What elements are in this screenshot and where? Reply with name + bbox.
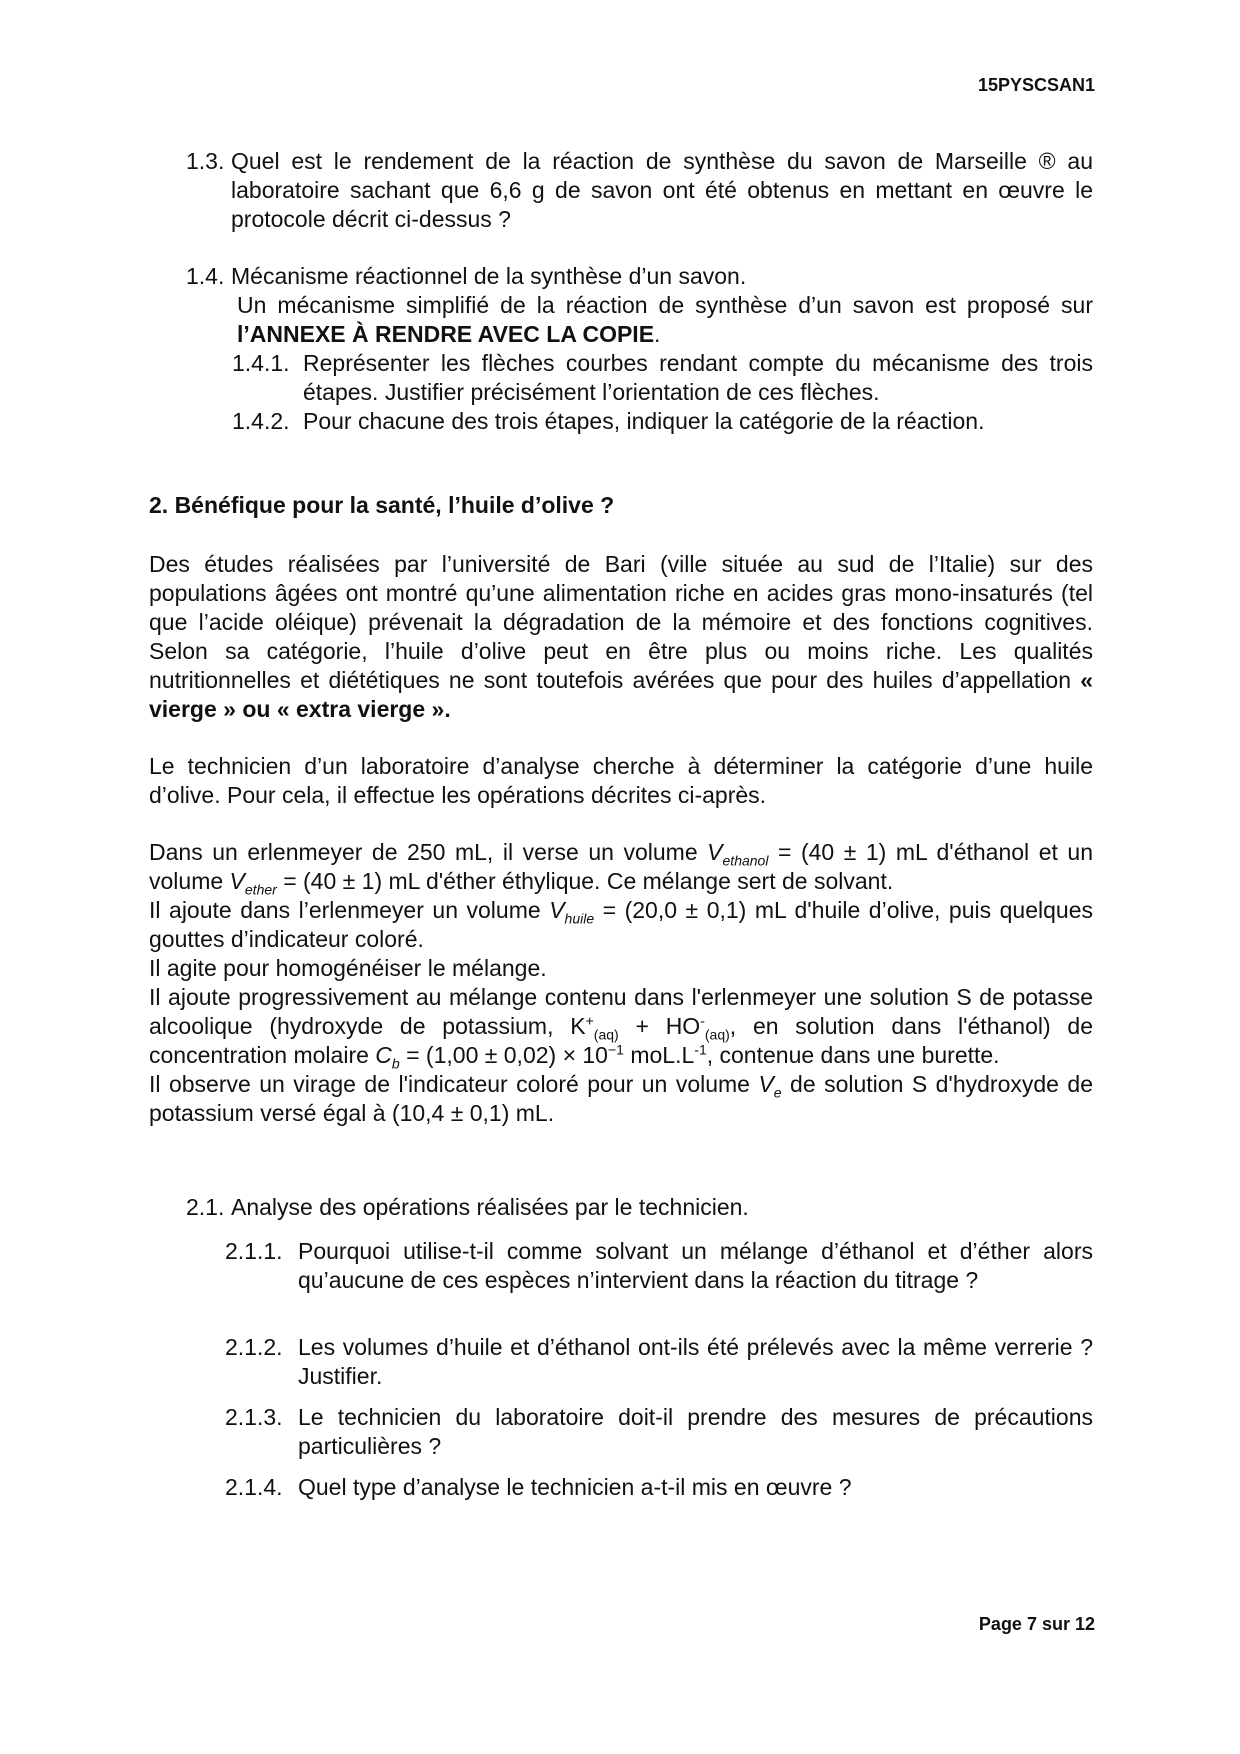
question-text: Quel est le rendement de la réaction de synthèse du savon de Marseille ® au laboratoire sachant que 6,6 g de savon ont été obtenus en mettant en œuvre le protocole décrit ci-dessus ? bbox=[231, 148, 1093, 232]
question-number: 2.1.2. bbox=[225, 1334, 283, 1360]
question-text: Représenter les flèches courbes rendant compte du mécanisme des trois étapes. Justifier précisément l’orientation de ces flèches. bbox=[303, 350, 1093, 405]
question-2-1 bbox=[186, 1193, 1093, 1222]
question-number: 2.1. bbox=[186, 1194, 225, 1220]
question-title: Mécanisme réactionnel de la synthèse d’un savon. bbox=[231, 263, 747, 289]
question-1-4-1 bbox=[232, 349, 1093, 407]
question-number: 2.1.3. bbox=[225, 1404, 283, 1430]
annex-reference: l’ANNEXE À RENDRE AVEC LA COPIE bbox=[237, 321, 655, 347]
question-number: 2.1.4. bbox=[225, 1474, 283, 1500]
question-2-1-3 bbox=[225, 1403, 1093, 1461]
question-1-4-2 bbox=[232, 407, 1093, 436]
question-2-1-2 bbox=[225, 1333, 1093, 1391]
document-code: 15PYSCSAN1 bbox=[977, 75, 1095, 95]
protocol-step: Il ajoute dans l’erlenmeyer un volume $V_{huile} = (20,0 \pm 0,1)$ mL d'huile d’olive, puis quelques gouttes d’indicateur coloré. bbox=[149, 897, 1093, 952]
question-number: 1.4.2. bbox=[232, 408, 290, 434]
paragraph-intro: Des études réalisées par l’université de Bari (ville située au sud de l’Italie) sur des populations âgées ont montré qu’une alimentation riche en acides gras mono-insaturés (tel que l’acide oléique) prévenait la dégradation de la mémoire et des fonctions cognitives. Selon sa catégorie, l’huile d’olive peut en être plus ou moins riche. Les qualités nutritionnelles et diététiques ne sont toutefois avérées que pour des huiles d’appellation « vierge » ou « extra vierge ». bbox=[149, 551, 1093, 722]
protocol-step: Il ajoute progressivement au mélange contenu dans l'erlenmeyer une solution S de potasse alcoolique (hydroxyde de potassium, $K^+_{(aq)} + HO^-_{(aq)}$, en solution dans l'éthanol) de concentration molaire $C_b = (1,00 \pm 0,02) \times 10^{-1}$ $moL.L^{-1}$, contenue dans une burette. bbox=[149, 984, 1093, 1072]
page-number: Page 7 sur 12 bbox=[978, 1614, 1095, 1634]
olive-oil-appellation: « vierge » ou « extra vierge ». bbox=[149, 667, 1093, 722]
question-text: Pour chacune des trois étapes, indiquer la catégorie de la réaction. bbox=[303, 408, 985, 434]
question-text: Les volumes d’huile et d’éthanol ont-ils été prélevés avec la même verrerie ? Justifier. bbox=[298, 1334, 1093, 1389]
question-2-1-1 bbox=[225, 1237, 1093, 1295]
question-1-4-intro: Un mécanisme simplifié de la réaction de synthèse d’un savon est proposé sur l’ANNEXE À RENDRE AVEC LA COPIE. bbox=[237, 292, 1093, 347]
paragraph-protocol bbox=[149, 838, 1093, 1128]
question-text: Quel type d’analyse le technicien a-t-il mis en œuvre ? bbox=[298, 1474, 852, 1500]
protocol-step: Dans un erlenmeyer de 250 mL, il verse un volume $V_{ethanol} = (40 \pm 1)$ mL d'éthanol et un volume $V_{ether} = (40 \pm 1)$ mL d'éther éthylique. Ce mélange sert de solvant. bbox=[149, 839, 1093, 898]
question-1-3 bbox=[186, 147, 1093, 234]
question-number: 2.1.1. bbox=[225, 1238, 283, 1264]
question-number: 1.4.1. bbox=[232, 350, 290, 376]
protocol-step: Il observe un virage de l'indicateur coloré pour un volume $V_e$ de solution S d'hydroxyde de potassium versé égal à (10,4 ± 0,1) mL. bbox=[149, 1071, 1093, 1126]
question-number: 1.3. bbox=[186, 148, 225, 174]
protocol-step: Il agite pour homogénéiser le mélange. bbox=[149, 955, 547, 981]
question-text: Pourquoi utilise-t-il comme solvant un mélange d’éthanol et d’éther alors qu’aucune de ces espèces n’intervient dans la réaction du titrage ? bbox=[298, 1238, 1093, 1293]
question-title: Analyse des opérations réalisées par le technicien. bbox=[231, 1194, 749, 1220]
question-2-1-4 bbox=[225, 1473, 1093, 1502]
question-text: Le technicien du laboratoire doit-il prendre des mesures de précautions particulières ? bbox=[298, 1404, 1093, 1459]
question-1-4 bbox=[186, 262, 1093, 291]
question-number: 1.4. bbox=[186, 263, 225, 289]
section-2-heading: 2. Bénéfique pour la santé, l’huile d’olive ? bbox=[149, 492, 615, 518]
paragraph-technician: Le technicien d’un laboratoire d’analyse cherche à déterminer la catégorie d’une huile d’olive. Pour cela, il effectue les opérations décrites ci-après. bbox=[149, 753, 1093, 808]
